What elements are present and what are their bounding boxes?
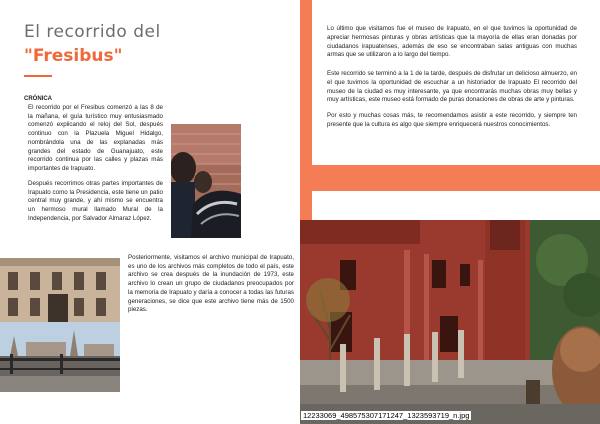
bus-passengers-photo (171, 124, 241, 238)
photo-caption: 12233069_498575307171247_1323593719_n.jpg (303, 411, 470, 420)
title-underline (24, 75, 52, 77)
paragraph-3: Posteriormente, visitamos el archivo municipal de Irapuato, es uno de los archivos más completos de todo el país, este archivo se crea después de la inundación de 1973, este archivo lo crean un grupo de ciudadanos preocupados por la memoria de Irapuato y daría a conocer a todas las futuras generaciones, se dice que este archivo tiene más de 1500 piezas. (128, 254, 294, 314)
article-title-line1: El recorrido del (24, 22, 161, 42)
right-paragraph-2: Este recorrido se terminó a la 1 de la tarde, después de disfrutar un delicioso almuerzo, en el que tuvimos la oportunidad de escuchar a un historiador de Irapuato El recorrido del museo de la ciudad es muy interesante, ya que encontrarás muchas obras muy bellas y muy artísticas, este museo está formado de puras donaciones de obras de arte y pinturas. (327, 70, 577, 104)
right-paragraph-1: Lo último que visitamos fue el museo de Irapuato, en el que tuvimos la oportunidad de apreciar hermosas pinturas y obras artísticas que la mayoría de ellas eran donadas por ciudadanos irapuatenses, además de eso se encontraban salas antiguas con muchas armas que se utilizaron a lo largo del tiempo. (327, 25, 577, 59)
section-label: CRÓNICA (24, 96, 52, 102)
article-title-line2: "Fresibus" (24, 46, 123, 66)
red-church-photo (300, 220, 600, 424)
accent-horizontal-bar (300, 165, 600, 191)
right-paragraph-3: Por esto y muchas cosas más, te recomendamos asistir a este recorrido, y siempre ten presente que la cultura es algo que siempre enriquecerá nuestros conocimientos. (327, 112, 577, 128)
building-street-photo (0, 258, 120, 392)
paragraph-2: Después recorrimos otras partes importantes de Irapuato como la Presidencia, este tiene un patio central muy grande, y ahí mismo se encuentra un hermoso mural llamado Mural de la Independencia, por Salvador Almaraz López. (28, 180, 163, 222)
paragraph-1: El recorrido por el Fresibus comenzó a las 8 de la mañana, el guía turístico muy entusiasmado comenzó explicando el reloj del Sol, después continuo con la Plazuela Miguel Hidalgo, nombrándola una de las explanadas más grandes del estado de Guanajuato, este recorrido continua por las calles y plazas más importantes de Irapuato. (28, 104, 163, 172)
